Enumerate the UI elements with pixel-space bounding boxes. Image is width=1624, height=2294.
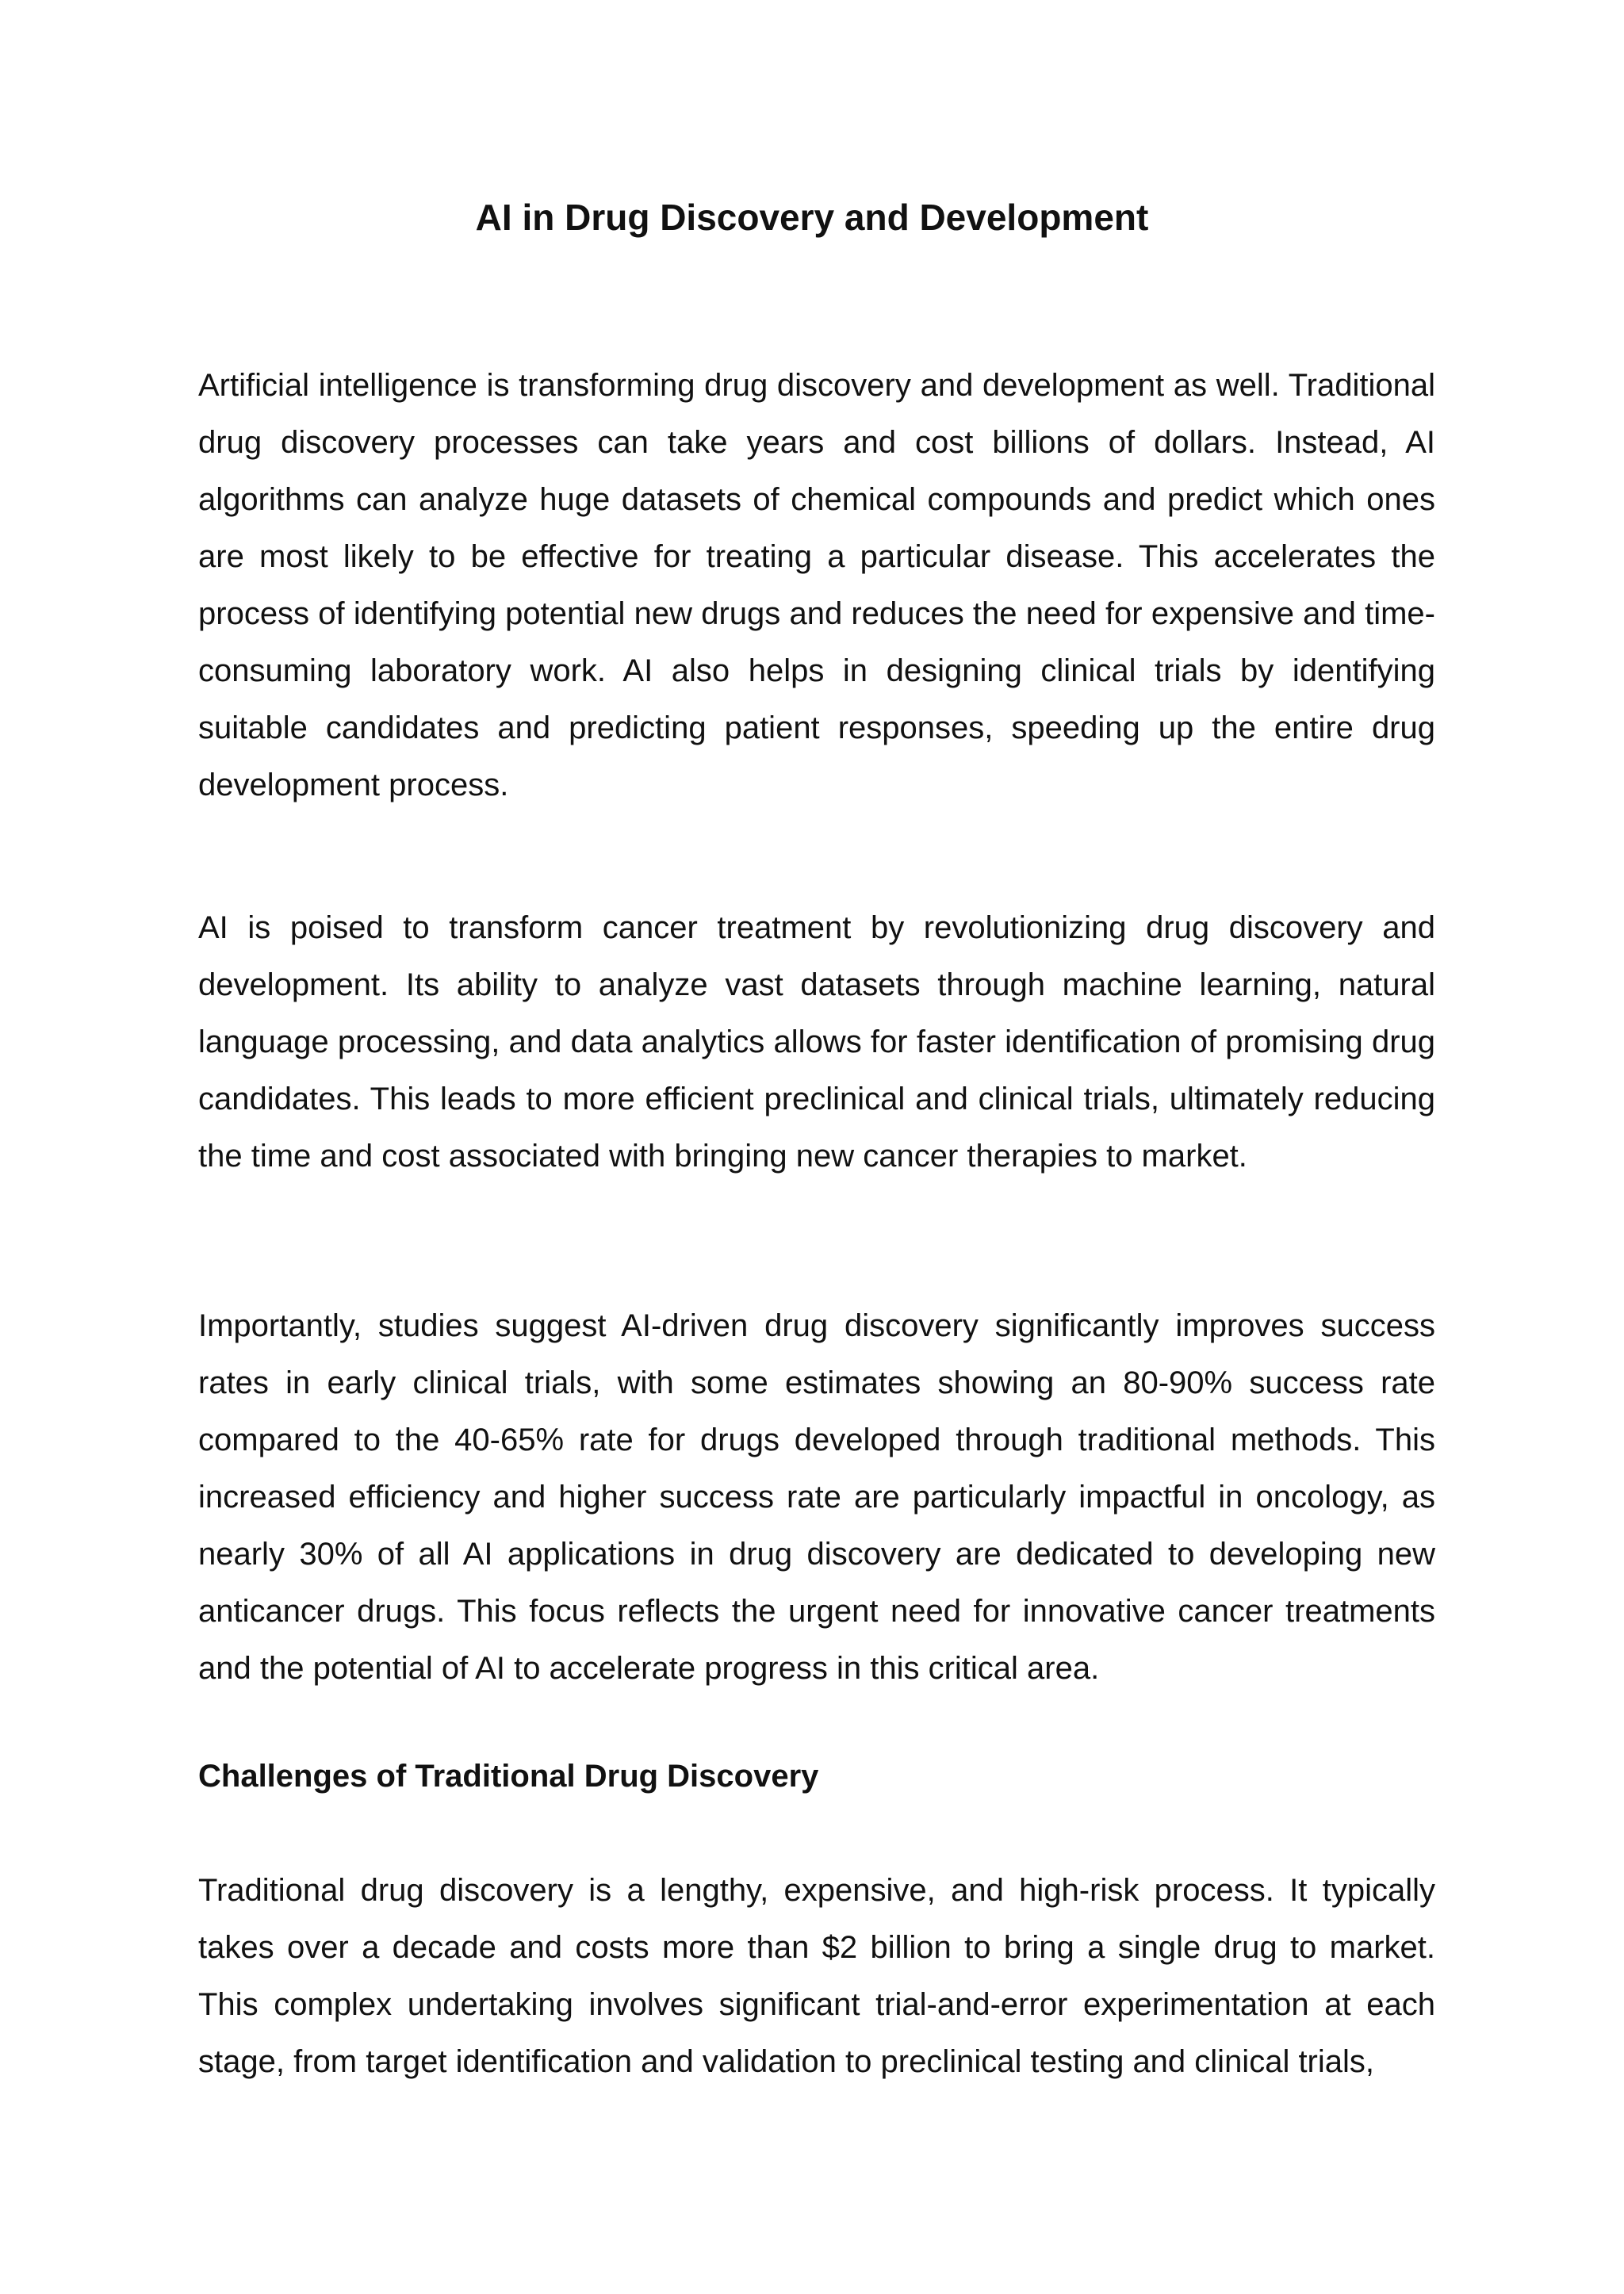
paragraph-cancer-treatment: AI is poised to transform cancer treatment by revolutionizing drug discovery and development. Its ability to analyze vast datasets through machine learning, natural language processing, and data analytics allows for faster identification of promising drug candidates. This leads to more efficient preclinical and clinical trials, ultimately reducing the time and cost associated with bringing new cancer therapies to market. [198, 910, 1435, 1174]
section-heading-challenges: Challenges of Traditional Drug Discovery [198, 1759, 819, 1794]
paragraph-ai-transforming-drug-discovery: Artificial intelligence is transforming drug discovery and development as well. Traditional drug discovery processes can take years and cost billions of dollars. Instead, AI algorithms can analyze huge datasets of chemical compounds and predict which ones are most likely to be effective for treating a particular disease. This accelerates the process of identifying potential new drugs and reduces the need for expensive and time-consuming laboratory work. AI also helps in designing clinical trials by identifying suitable candidates and predicting patient responses, speeding up the entire drug development process. [198, 368, 1435, 802]
document-title: AI in Drug Discovery and Development [475, 197, 1149, 238]
paragraph-traditional-challenges: Traditional drug discovery is a lengthy, expensive, and high-risk process. It typically takes over a decade and costs more than $2 billion to bring a single drug to market. This complex undertaking involves significant trial-and-error experimentation at each stage, from target identification and validation to preclinical testing and clinical trials, [198, 1873, 1435, 2079]
paragraph-success-rates: Importantly, studies suggest AI-driven drug discovery significantly improves success rates in early clinical trials, with some estimates showing an 80-90% success rate compared to the 40-65% rate for drugs developed through traditional methods. This increased efficiency and higher success rate are particularly impactful in oncology, as nearly 30% of all AI applications in drug discovery are dedicated to developing new anticancer drugs. This focus reflects the urgent need for innovative cancer treatments and the potential of AI to accelerate progress in this critical area. [198, 1308, 1435, 1686]
